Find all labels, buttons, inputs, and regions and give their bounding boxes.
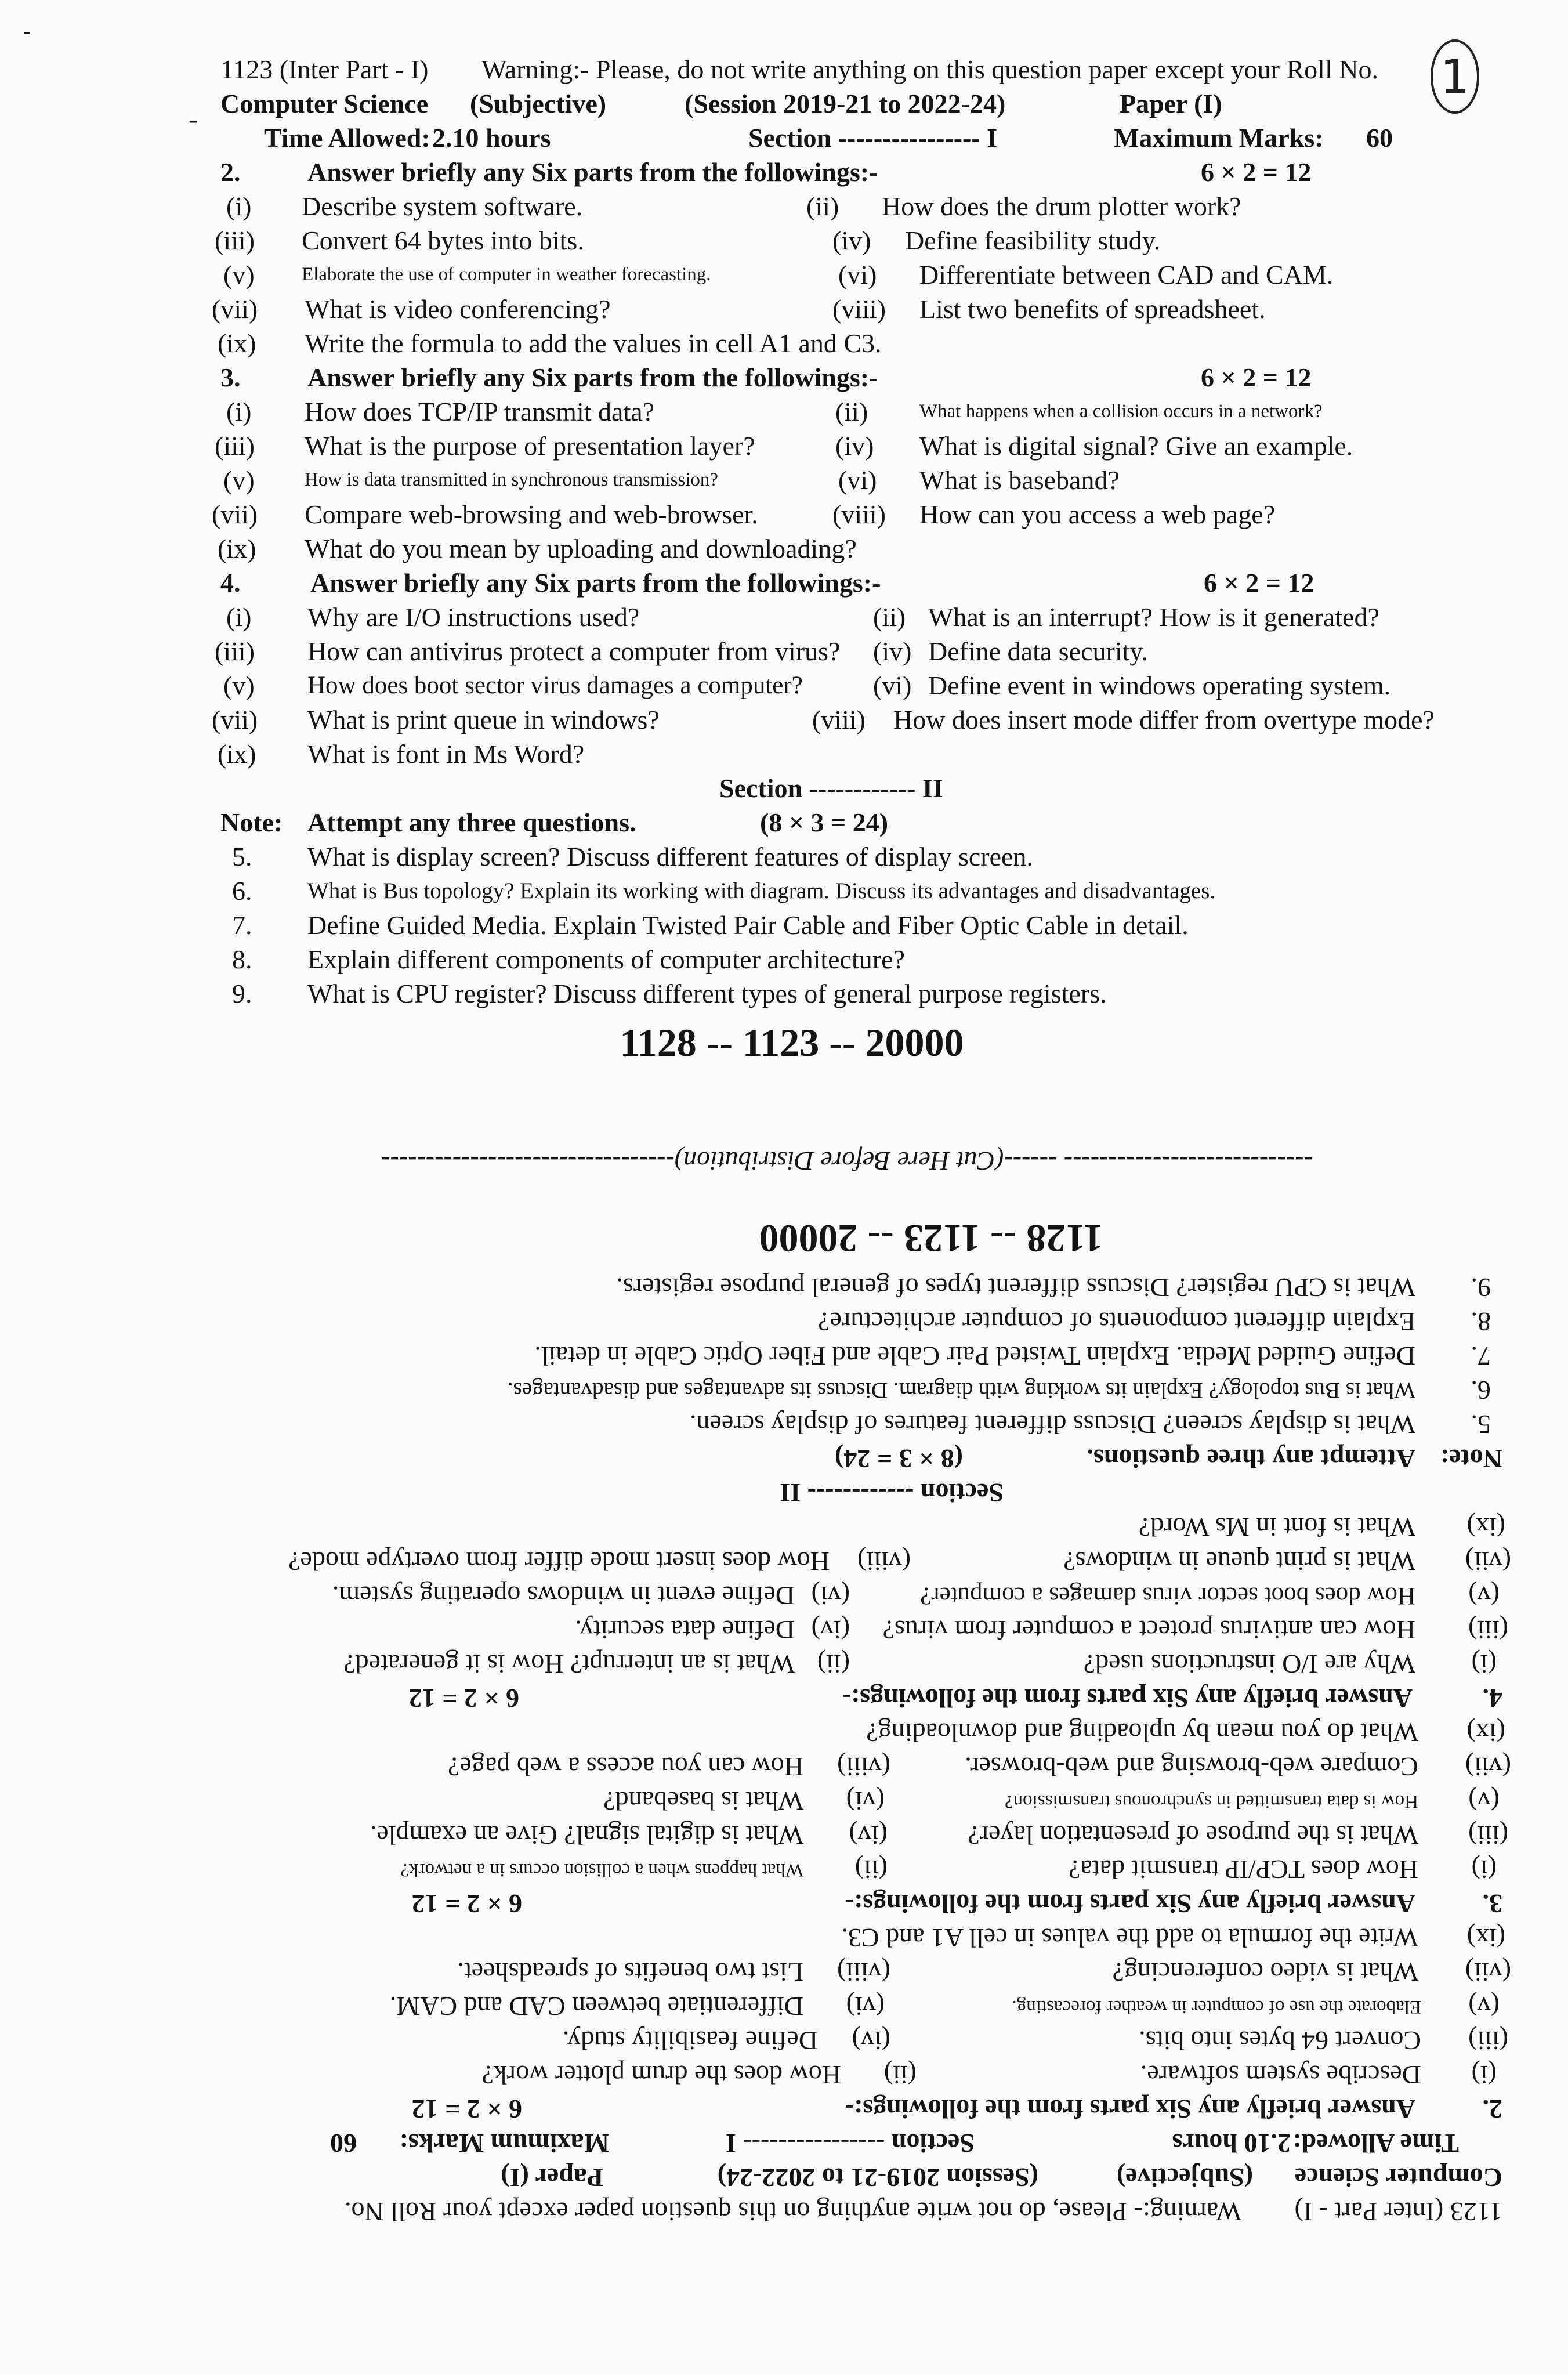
- question-3-heading: 3. Answer briefly any Six parts from the followings:- 6 × 2 = 12: [411, 1889, 1502, 1919]
- question-paper-copy-inverted: [209, 1207, 1514, 2229]
- list-item: (v) How is data transmitted in synchronous transmission? (vi) What is baseband?: [223, 465, 1120, 495]
- cut-line: ---------------------------- ------(Cut Here Before Distribution)---------------------------------: [381, 1146, 1313, 1176]
- header-line-2: [209, 86, 1514, 121]
- time-allowed-value: 2.10 hours: [432, 123, 551, 153]
- list-item: 9. What is CPU register? Discuss different types of general purpose registers.: [232, 979, 1107, 1008]
- list-item: (ix) Write the formula to add the values in cell A1 and C3.: [218, 328, 882, 358]
- list-item: (ix) Write the formula to add the values in cell A1 and C3.: [841, 1923, 1505, 1953]
- subject-name: Computer Science: [220, 89, 429, 118]
- paper-code: 1123 (Inter Part - I): [220, 55, 429, 84]
- question-4-heading: 4. Answer briefly any Six parts from the followings:- 6 × 2 = 12: [408, 1684, 1502, 1713]
- section-two-title: Section ------------ II: [719, 773, 943, 803]
- list-item: (v) How is data transmitted in synchronous transmission? (vi) What is baseband?: [603, 1786, 1500, 1816]
- section-two-title: Section ------------ II: [780, 1478, 1004, 1508]
- list-item: (v) Elaborate the use of computer in weather forecasting. (vi) Differentiate between CAD and CAM.: [389, 1992, 1500, 2021]
- list-item: (i) Describe system software. (ii) How does the drum plotter work?: [226, 191, 1241, 221]
- footer-code: 1128 -- 1123 -- 20000: [620, 1020, 964, 1065]
- list-item: 6. What is Bus topology? Explain its working with diagram. Discuss its advantages and disadvantages.: [232, 876, 1216, 906]
- list-item: (ix) What is font in Ms Word?: [218, 739, 585, 769]
- list-item: 9. What is CPU register? Discuss different types of general purpose registers.: [616, 1273, 1491, 1302]
- session-text: (Session 2019-21 to 2022-24): [685, 89, 1006, 118]
- question-4-marks: 6 × 2 = 12: [1204, 568, 1314, 598]
- list-item: (v) Elaborate the use of computer in weather forecasting. (vi) Differentiate between CAD and CAM.: [223, 260, 1334, 289]
- list-item: (vii) What is print queue in windows? (viii) How does insert mode differ from overtype mode?: [212, 705, 1435, 734]
- header-line-3: [209, 121, 1514, 155]
- list-item: (iii) How can antivirus protect a computer from virus? (iv) Define data security.: [575, 1615, 1508, 1645]
- paper-type: (Subjective): [470, 89, 607, 118]
- list-item: (iii) How can antivirus protect a computer from virus? (iv) Define data security.: [215, 636, 1148, 666]
- list-item: (i) How does TCP/IP transmit data? (ii) What happens when a collision occurs in a network?: [400, 1855, 1497, 1884]
- footer-code: 1128 -- 1123 -- 20000: [759, 1217, 1103, 1261]
- list-item: 5. What is display screen? Discuss different features of display screen.: [232, 842, 1033, 871]
- margin-dash: -: [189, 104, 198, 135]
- list-item: 8. Explain different components of computer architecture?: [232, 944, 905, 974]
- list-item: (v) How does boot sector virus damages a computer? (vi) Define event in windows operating system.: [332, 1581, 1500, 1611]
- question-2-marks: 6 × 2 = 12: [1201, 157, 1312, 187]
- list-item: (iii) Convert 64 bytes into bits. (iv) Define feasibility study.: [562, 2026, 1508, 2055]
- list-item: 6. What is Bus topology? Explain its working with diagram. Discuss its advantages and disadvantages.: [507, 1376, 1491, 1405]
- list-item: (iii) What is the purpose of presentation layer? (iv) What is digital signal? Give an example.: [215, 431, 1353, 461]
- list-item: 7. Define Guided Media. Explain Twisted Pair Cable and Fiber Optic Cable in detail.: [534, 1341, 1491, 1371]
- list-item: (i) Why are I/O instructions used? (ii) What is an interrupt? How is it generated?: [226, 602, 1379, 632]
- list-item: (vii) What is video conferencing? (viii) List two benefits of spreadsheet.: [212, 294, 1266, 324]
- list-item: (i) How does TCP/IP transmit data? (ii) What happens when a collision occurs in a network?: [226, 397, 1323, 426]
- list-item: (ix) What do you mean by uploading and downloading?: [866, 1718, 1505, 1747]
- time-allowed-label: Time Allowed:: [264, 123, 430, 153]
- copy-number: 1: [1440, 50, 1470, 104]
- section-two-note: Note: Attempt any three questions. (8 × 3 = 24): [834, 1444, 1502, 1474]
- question-3-heading: 3. Answer briefly any Six parts from the followings:- 6 × 2 = 12: [209, 360, 1514, 395]
- question-paper-copy: [209, 52, 1514, 1074]
- question-3-marks: 6 × 2 = 12: [1201, 363, 1312, 392]
- header-line-1: 1123 (Inter Part - I) Warning:- Please, do not write anything on this question paper except your Roll No.: [345, 2197, 1502, 2227]
- list-item: 7. Define Guided Media. Explain Twisted Pair Cable and Fiber Optic Cable in detail.: [232, 910, 1189, 940]
- warning-text: Warning:- Please, do not write anything on this question paper except your Roll No.: [481, 55, 1378, 84]
- list-item: (ix) What do you mean by uploading and downloading?: [218, 534, 857, 563]
- list-item: 8. Explain different components of computer architecture?: [818, 1307, 1491, 1337]
- question-2-heading: 2. Answer briefly any Six parts from the followings:- 6 × 2 = 12: [209, 155, 1514, 189]
- header-line-1: [209, 52, 1514, 86]
- list-item: (i) Why are I/O instructions used? (ii) What is an interrupt? How is it generated?: [343, 1649, 1497, 1679]
- question-4-heading: 4. Answer briefly any Six parts from the followings:- 6 × 2 = 12: [209, 566, 1514, 600]
- list-item: (iii) Convert 64 bytes into bits. (iv) Define feasibility study.: [215, 226, 1161, 255]
- list-item: (v) How does boot sector virus damages a computer? (vi) Define event in windows operating system.: [223, 671, 1391, 700]
- header-line-3: Time Allowed: 2.10 hours Section ---------------- I Maximum Marks: 60: [330, 2129, 1459, 2158]
- list-item: (vii) Compare web-browsing and web-browser. (viii) How can you access a web page?: [447, 1752, 1511, 1782]
- header-line-2: Computer Science (Subjective) (Session 2019-21 to 2022-24) Paper (I): [501, 2163, 1502, 2192]
- list-item: 5. What is display screen? Discuss different features of display screen.: [690, 1410, 1491, 1439]
- question-2-heading: 2. Answer briefly any Six parts from the followings:- 6 × 2 = 12: [411, 2094, 1502, 2124]
- paper-number: Paper (I): [1120, 89, 1222, 118]
- list-item: (ix) What is font in Ms Word?: [1138, 1512, 1505, 1542]
- list-item: (vii) What is video conferencing? (viii) List two benefits of spreadsheet.: [457, 1957, 1511, 1987]
- list-item: (iii) What is the purpose of presentation layer? (iv) What is digital signal? Give an example.: [370, 1821, 1508, 1850]
- section-two-note: Note: Attempt any three questions. (8 × 3 = 24): [220, 808, 889, 837]
- section-one-title: Section ---------------- I: [748, 123, 998, 153]
- list-item: (vii) What is print queue in windows? (viii) How does insert mode differ from overtype mode?: [288, 1547, 1511, 1576]
- corner-mark: -: [23, 18, 31, 44]
- list-item: (i) Describe system software. (ii) How does the drum plotter work?: [481, 2060, 1497, 2090]
- list-item: (vii) Compare web-browsing and web-browser. (viii) How can you access a web page?: [212, 500, 1276, 529]
- max-marks-label: Maximum Marks:: [1114, 123, 1324, 153]
- max-marks-value: 60: [1366, 123, 1393, 153]
